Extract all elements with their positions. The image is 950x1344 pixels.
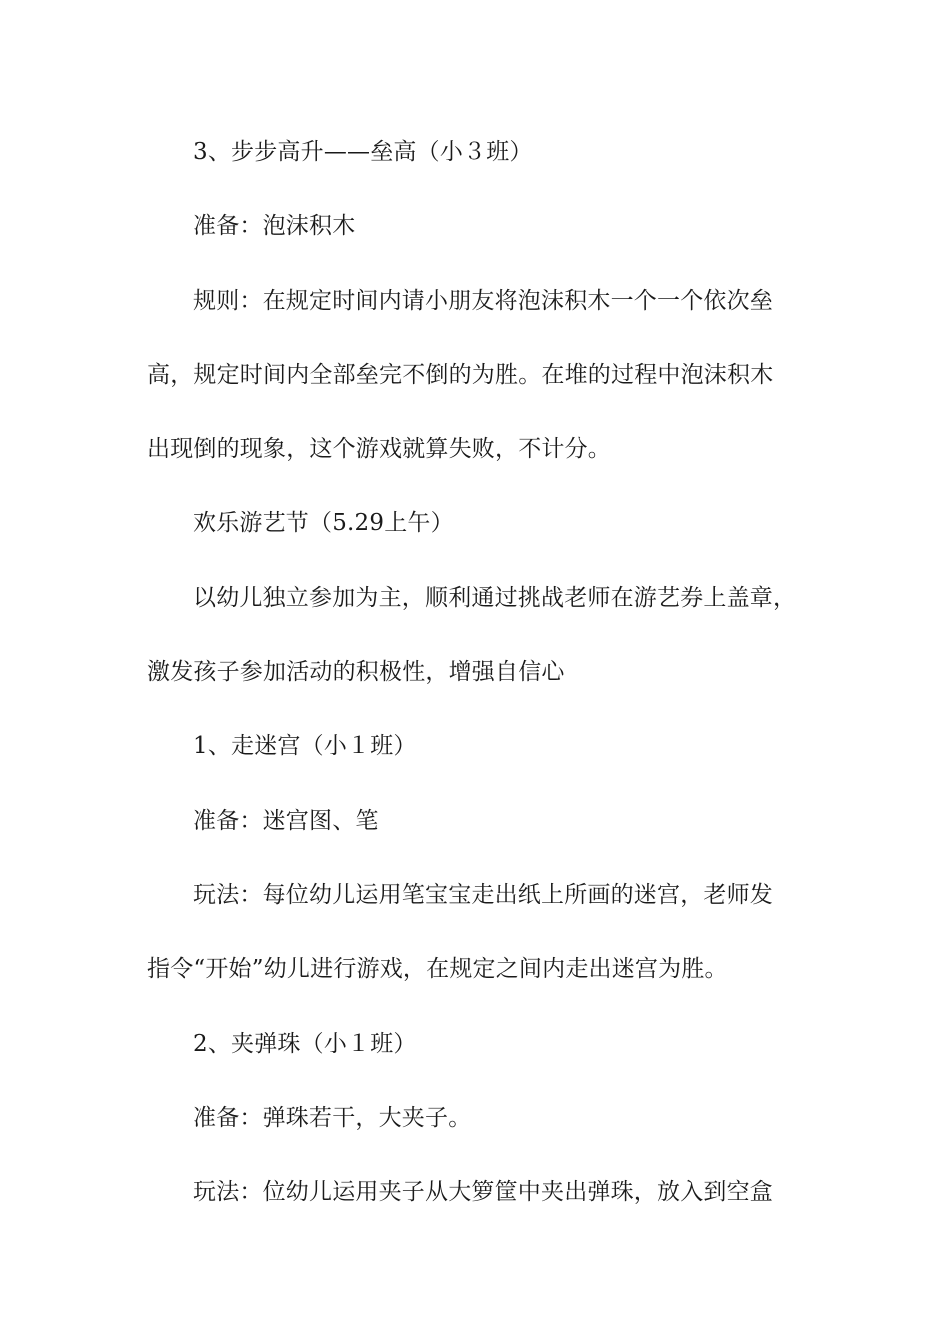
section-heading-stacking: 3、步步高升——垒高（小３班） xyxy=(193,139,533,165)
paragraph-line: 指令“开始”幼儿进行游戏，在规定之间内走出迷宫为胜。 xyxy=(147,956,728,982)
section-heading-marbles: 2、夹弹珠（小１班） xyxy=(193,1031,417,1057)
paragraph-line: 高，规定时间内全部垒完不倒的为胜。在堆的过程中泡沫积木 xyxy=(147,362,774,388)
paragraph-line: 规则：在规定时间内请小朋友将泡沫积木一个一个依次垒 xyxy=(193,288,773,314)
paragraph-line: 激发孩子参加活动的积极性，增强自信心 xyxy=(147,659,565,685)
paragraph-line: 玩法：位幼儿运用夹子从大箩筐中夹出弹珠，放入到空盒 xyxy=(193,1179,773,1205)
paragraph-line: 玩法：每位幼儿运用笔宝宝走出纸上所画的迷宫，老师发 xyxy=(193,882,773,908)
section-heading-maze: 1、走迷宫（小１班） xyxy=(193,733,417,759)
section-heading-festival: 欢乐游艺节（5.29上午） xyxy=(193,510,454,536)
paragraph-line: 准备：泡沫积木 xyxy=(193,213,356,239)
paragraph-line: 准备：弹珠若干，大夹子。 xyxy=(193,1105,472,1131)
paragraph-line: 以幼儿独立参加为主，顺利通过挑战老师在游艺券上盖章， xyxy=(193,585,797,611)
paragraph-line: 出现倒的现象，这个游戏就算失败，不计分。 xyxy=(147,436,611,462)
paragraph-line: 准备：迷宫图、笔 xyxy=(193,808,379,834)
